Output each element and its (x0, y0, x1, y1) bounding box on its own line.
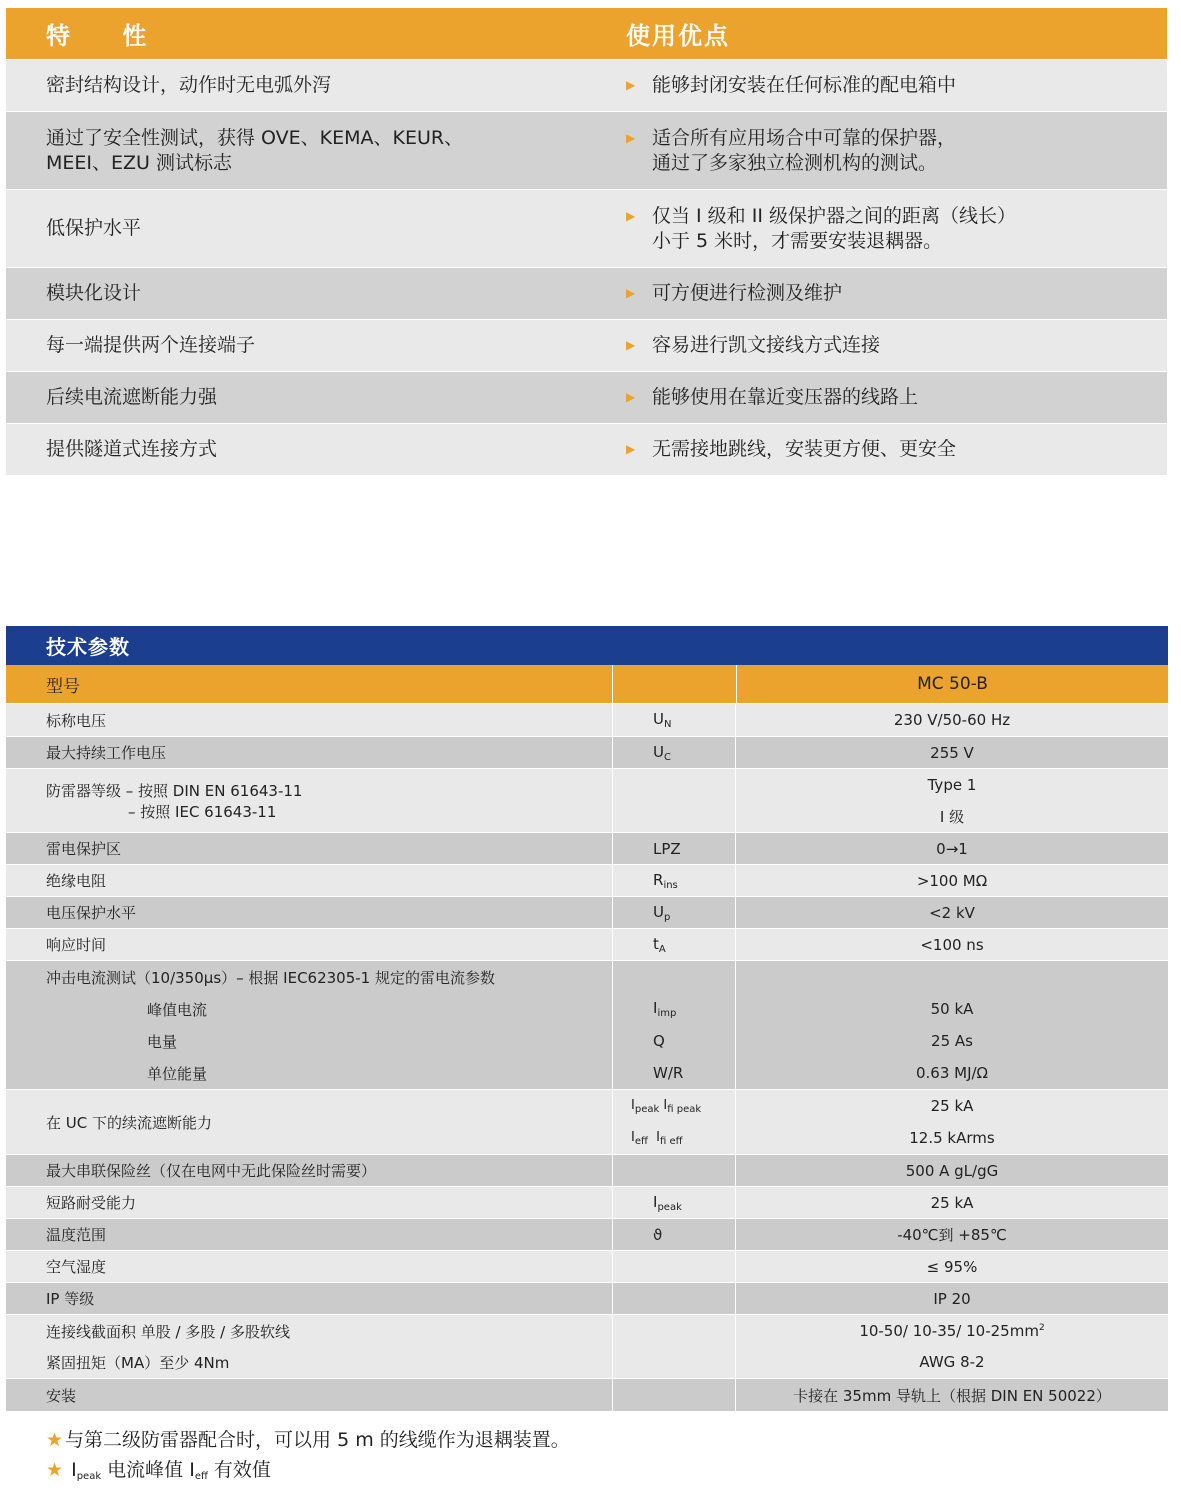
spec-model-row (6, 665, 1168, 703)
spec-value: 0.63 MJ/Ω (915, 1064, 989, 1082)
spec-label: 单位能量 (147, 1064, 208, 1083)
spec-row (6, 864, 1168, 896)
benefit-text: 适合所有应用场合中可靠的保护器， (652, 126, 957, 149)
spec-row (6, 1314, 1168, 1378)
spec-value: 0→1 (936, 839, 968, 858)
features-header-col1: 特 性 (46, 22, 169, 50)
features-header (6, 8, 1167, 59)
spec-row (6, 736, 1168, 768)
spec-symbol: Q (653, 1032, 665, 1050)
feature-row (6, 111, 1167, 189)
spec-label: 标称电压 (46, 711, 107, 730)
spec-symbol: W/R (653, 1064, 684, 1082)
spec-value: -40℃到 +85℃ (897, 1226, 1007, 1244)
spec-value: IP 20 (933, 1289, 971, 1308)
spec-label: 紧固扭矩（MA）至少 4Nm (46, 1353, 230, 1372)
spec-value: >100 MΩ (916, 871, 988, 890)
spec-value: 25 As (931, 1032, 973, 1050)
feature-text: 提供隧道式连接方式 (46, 438, 218, 460)
spec-label: 温度范围 (46, 1226, 107, 1244)
spec-symbol: ϑ (653, 1225, 663, 1244)
spec-symbol: $U_N$ (653, 710, 672, 730)
star-icon: ★ (46, 1429, 64, 1451)
spec-row (6, 703, 1168, 736)
spec-value: 230 V/50-60 Hz (893, 711, 1011, 729)
feature-text: 后续电流遮断能力强 (46, 386, 218, 408)
benefit-text: 通过了多家独立检测机构的测试。 (652, 151, 938, 174)
spec-value: 255 V (930, 743, 974, 762)
feature-row (6, 189, 1167, 267)
spec-value: 50 kA (930, 1000, 974, 1018)
star-icon: ★ (46, 1459, 64, 1481)
spec-row (6, 768, 1168, 832)
spec-title: 技术参数 (6, 626, 1168, 665)
spec-symbol: $I_{eff}$ $I_{fi eff}$ (631, 1129, 683, 1147)
features-header-col2: 使用优点 (626, 22, 730, 50)
spec-row (6, 928, 1168, 960)
spec-symbol: $R_{ins}$ (653, 870, 678, 891)
model-label: 型号 (6, 665, 613, 703)
triangle-bullet-icon: ▶ (626, 338, 636, 352)
spec-value: AWG 8-2 (919, 1353, 985, 1371)
footnotes (46, 1425, 570, 1492)
spec-label: 最大持续工作电压 (46, 744, 167, 762)
spec-value: 10-50/ 10-35/ $10-25mm^2$ (859, 1322, 1045, 1340)
triangle-bullet-icon: ▶ (626, 208, 636, 223)
spec-label: 响应时间 (46, 936, 107, 954)
feature-row (6, 267, 1167, 319)
spec-symbol: $I_{peak}$ (653, 1192, 682, 1213)
feature-row (6, 371, 1167, 423)
triangle-bullet-icon: ▶ (626, 286, 636, 300)
spec-label: 空气湿度 (46, 1258, 107, 1276)
spec-label: 防雷器等级 – 按照 DIN EN 61643-11 (46, 781, 303, 800)
spec-value: <100 ns (920, 935, 984, 954)
spec-row (6, 1089, 1168, 1154)
spec-label: 连接线截面积 单股 / 多股 / 多股软线 (46, 1322, 290, 1341)
benefit-text: 无需接地跳线，安装更方便、更安全 (652, 438, 957, 460)
spec-label: 冲击电流测试（10/350μs）– 根据 IEC62305-1 规定的雷电流参数 (46, 968, 495, 987)
spec-value: Type 1 (927, 776, 977, 794)
triangle-bullet-icon: ▶ (626, 390, 636, 404)
spec-label: 雷电保护区 (46, 840, 122, 858)
spec-value: 12.5 kArms (909, 1129, 995, 1147)
spec-value: 25 kA (930, 1097, 974, 1115)
spec-value: 500 A gL/gG (905, 1161, 999, 1180)
feature-row (6, 59, 1167, 111)
spec-label: 最大串联保险丝（仅在电网中无此保险丝时需要） (46, 1162, 377, 1180)
spec-row (6, 1378, 1168, 1411)
spec-label: 峰值电流 (147, 1000, 208, 1019)
feature-text: 每一端提供两个连接端子 (46, 334, 256, 356)
features-table (6, 8, 1167, 475)
spec-label: 在 UC 下的续流遮断能力 (46, 1113, 212, 1132)
spec-label: – 按照 IEC 61643-11 (128, 802, 277, 821)
spec-label: 短路耐受能力 (46, 1194, 137, 1212)
spec-value: 25 kA (930, 1193, 974, 1212)
spec-row (6, 896, 1168, 928)
spec-label: 绝缘电阻 (46, 872, 107, 890)
triangle-bullet-icon: ▶ (626, 442, 636, 456)
spec-value: 卡接在 35mm 导轨上（根据 DIN EN 50022） (793, 1386, 1111, 1405)
spec-row (6, 960, 1168, 1089)
feature-text: MEEI、EZU 测试标志 (46, 151, 232, 174)
feature-row (6, 423, 1167, 475)
triangle-bullet-icon: ▶ (626, 130, 636, 145)
spec-symbol: LPZ (653, 839, 681, 858)
spec-table (6, 626, 1168, 1411)
benefit-text: 小于 5 米时，才需要安装退耦器。 (652, 229, 943, 252)
footnote-2: ★ $I_{peak}$ 电流峰值 $I_{eff}$ 有效值 (46, 1459, 271, 1482)
spec-row (6, 1218, 1168, 1250)
model-value: MC 50-B (917, 674, 988, 694)
benefit-text: 容易进行凯文接线方式连接 (652, 334, 881, 356)
benefit-text: 可方便进行检测及维护 (652, 282, 843, 304)
benefit-text: 仅当 I 级和 II 级保护器之间的距离（线长） (652, 204, 1016, 227)
benefit-text: 能够使用在靠近变压器的线路上 (652, 386, 919, 408)
spec-row (6, 1250, 1168, 1282)
spec-row (6, 1282, 1168, 1314)
spec-value: ≤ 95% (926, 1257, 978, 1276)
spec-row (6, 1154, 1168, 1186)
feature-text: 密封结构设计，动作时无电弧外泻 (46, 74, 332, 96)
spec-label: 电压保护水平 (46, 904, 137, 922)
spec-label: 安装 (46, 1386, 77, 1405)
triangle-bullet-icon: ▶ (626, 78, 636, 92)
spec-symbol: $U_p$ (653, 902, 671, 923)
spec-label: 电量 (147, 1032, 178, 1051)
spec-symbol: $U_C$ (653, 742, 671, 763)
spec-label: IP 等级 (46, 1290, 95, 1308)
spec-row (6, 1186, 1168, 1218)
spec-symbol: $I_{imp}$ (653, 999, 677, 1019)
benefit-text: 能够封闭安装在任何标准的配电箱中 (652, 74, 957, 96)
spec-row (6, 832, 1168, 864)
feature-row (6, 319, 1167, 371)
spec-symbol: $I_{peak}$ $I_{fi peak}$ (631, 1097, 702, 1115)
spec-value: I 级 (939, 807, 965, 826)
feature-text: 低保护水平 (46, 217, 142, 239)
footnote-1: ★ 与第二级防雷器配合时，可以用 5 m 的线缆作为退耦装置。 (46, 1429, 570, 1451)
feature-text: 模块化设计 (46, 282, 142, 304)
spec-value: <2 kV (929, 903, 975, 922)
feature-text: 通过了安全性测试，获得 OVE、KEMA、KEUR、 (46, 126, 464, 149)
spec-symbol: $t_A$ (653, 934, 666, 955)
